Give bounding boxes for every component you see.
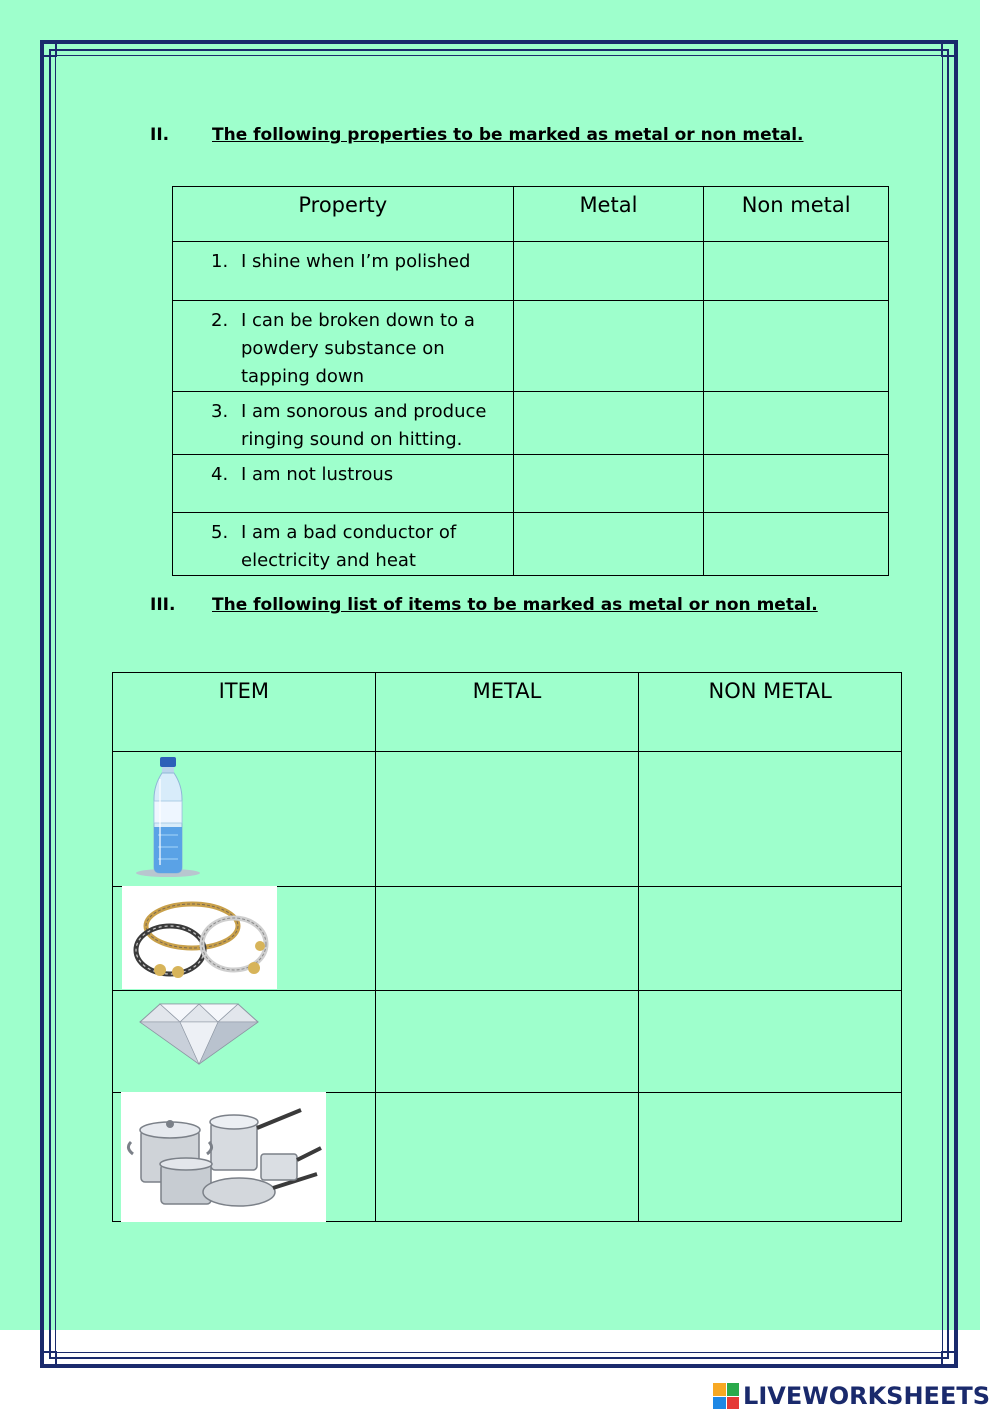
property-3-text-line-2: ringing sound on hitting.: [241, 429, 463, 450]
item-3-non-metal-answer[interactable]: [639, 991, 902, 1093]
property-1-cell: [173, 242, 514, 301]
item-2-metal-answer[interactable]: [375, 887, 639, 991]
item-3-metal-answer[interactable]: [375, 991, 639, 1093]
liveworksheets-wordmark: LIVEWORKSHEETS: [743, 1382, 990, 1410]
cookware-image: [121, 1092, 326, 1222]
property-5-text-line-1: I am a bad conductor of: [241, 522, 457, 543]
section-2-heading: [150, 125, 804, 145]
item-4-non-metal-answer[interactable]: [639, 1093, 902, 1222]
property-3-cell: [173, 392, 514, 455]
property-row-4: [173, 455, 889, 513]
section-3-heading: [150, 595, 818, 615]
property-row-1: [173, 242, 889, 301]
border-corner-bottom-left: [41, 1351, 57, 1367]
section-3-title: The following list of items to be marked as metal or non metal.: [212, 595, 818, 615]
water-bottle-image: [128, 755, 208, 879]
property-2-metal-answer[interactable]: [513, 301, 704, 392]
border-corner-top-right: [941, 41, 957, 57]
property-2-non-metal-answer[interactable]: [704, 301, 889, 392]
item-row-water-bottle: [113, 752, 902, 887]
property-5-number: 5.: [211, 522, 229, 543]
header-non-metal-items: NON METAL: [639, 673, 902, 752]
property-3-metal-answer[interactable]: [513, 392, 704, 455]
properties-header-row: [173, 187, 889, 242]
property-1-text: I shine when I’m polished: [241, 251, 471, 272]
property-2-number: 2.: [211, 310, 229, 331]
bangles-image: [122, 886, 277, 989]
property-2-text-line-1: I can be broken down to a: [241, 310, 475, 331]
border-corner-top-left: [41, 41, 57, 57]
property-3-text-line-1: I am sonorous and produce: [241, 401, 487, 422]
diamond-image: [136, 1000, 262, 1066]
property-4-number: 4.: [211, 464, 229, 485]
border-corner-bottom-right: [941, 1351, 957, 1367]
property-row-3: [173, 392, 889, 455]
property-row-2: [173, 301, 889, 392]
section-2-title: The following properties to be marked as metal or non metal.: [212, 125, 804, 145]
liveworksheets-logo-icon: [713, 1383, 739, 1409]
item-4-metal-answer[interactable]: [375, 1093, 639, 1222]
liveworksheets-brand: [713, 1381, 990, 1411]
section-2-number: II.: [150, 125, 170, 145]
header-metal-items: METAL: [375, 673, 639, 752]
property-5-non-metal-answer[interactable]: [704, 513, 889, 576]
item-2-non-metal-answer[interactable]: [639, 887, 902, 991]
property-3-non-metal-answer[interactable]: [704, 392, 889, 455]
items-header-row: [113, 673, 902, 752]
section-3-number: III.: [150, 595, 176, 615]
property-2-text-line-3: tapping down: [241, 366, 365, 387]
item-1-metal-answer[interactable]: [375, 752, 639, 887]
properties-table: [172, 186, 889, 576]
header-property: Property: [173, 187, 514, 242]
property-1-number: 1.: [211, 251, 229, 272]
property-4-metal-answer[interactable]: [513, 455, 704, 513]
property-5-metal-answer[interactable]: [513, 513, 704, 576]
property-1-non-metal-answer[interactable]: [704, 242, 889, 301]
header-non-metal: Non metal: [704, 187, 889, 242]
property-2-text-line-2: powdery substance on: [241, 338, 445, 359]
header-metal: Metal: [513, 187, 704, 242]
property-4-cell: [173, 455, 514, 513]
header-item: ITEM: [113, 673, 376, 752]
property-4-non-metal-answer[interactable]: [704, 455, 889, 513]
property-5-text-line-2: electricity and heat: [241, 550, 416, 571]
property-2-cell: [173, 301, 514, 392]
property-4-text: I am not lustrous: [241, 464, 394, 485]
property-row-5: [173, 513, 889, 576]
item-1-non-metal-answer[interactable]: [639, 752, 902, 887]
property-5-cell: [173, 513, 514, 576]
property-3-number: 3.: [211, 401, 229, 422]
property-1-metal-answer[interactable]: [513, 242, 704, 301]
